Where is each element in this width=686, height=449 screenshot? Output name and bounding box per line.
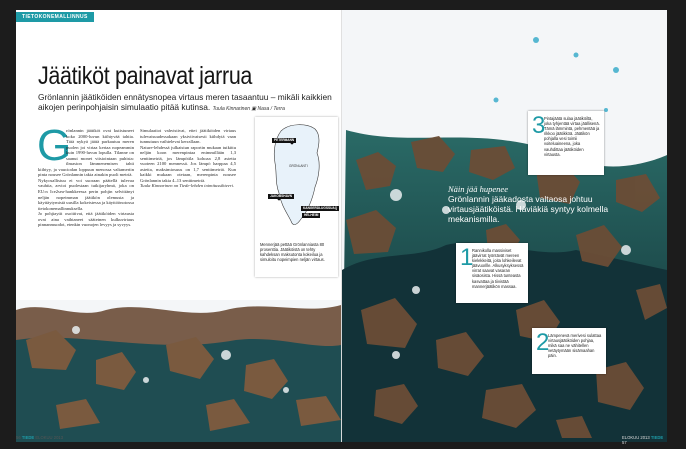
page-number: 56 bbox=[16, 435, 21, 440]
body-paragraph: Nature-lehdessä julkaistun raportin mukaan tutkittu neljän koon merenpintaa enimmillään 1,3 senttimetriä, jos lämpötila kohoaa 2,8 astetta vuoteen 2100 mennessä. Jos lämpö harppaa 4,5 astetta, maksimiosuus on 1,7 senttimetriä. Kun kaikki mukaan otetaan, merenpinta nousee Grönlannin takia 4–13 senttimetriä. bbox=[140, 144, 236, 183]
image-source: Nasa / Terra bbox=[257, 106, 285, 112]
folio-left bbox=[16, 435, 63, 440]
body-paragraph: Nykyosallistuu ei voi suoraan päätellä tulevaa vauhtia, arvioi puolestaan tutkijaryhmä, joka on EU:n Ice2sea-hankkeessa perin pohjin selvittänyt neljän nopeimman jäätikön olemusta ja käyttäytymistä uusilla kokeistessa ja käyttöönotossa tietokonemallinnuksella. bbox=[38, 177, 134, 211]
section-tag: TIETOKONEMALLINNUS bbox=[16, 12, 94, 22]
magazine-spread bbox=[16, 10, 667, 445]
page-number: 57 bbox=[622, 440, 627, 445]
issue-date: ELOKUU 2013 bbox=[622, 435, 650, 440]
body-paragraph: Simulaatiot vahvistivat, ettei jäätiköiden virtaus tulevaisuudessakaan yksiviivaisesti kiihdytä vaan tunnutuun vaihtelevat kerrallaan. bbox=[140, 128, 236, 145]
callout-text: Rannikolla massiviset jäävirrat työntävät mereen kielekkeitä, joita lohkeilevat jäävuorille. Alkusyksyksessä virrat saavat vasaran sisäosista. Hissä tunteasta kasvattaa ja tiivistää mannerjäätikön massaa. bbox=[472, 248, 524, 289]
pull-quote-text: Grönlannin jääkadosta valtaosa johtuu virtausjäätiköistä. Häviäkiä syntyy kolmella mekanismilla. bbox=[448, 194, 609, 224]
callout-number: 3 bbox=[532, 112, 546, 139]
map-label-helheim: HELHEIM bbox=[304, 213, 319, 217]
callout-text: Lämpenevä merivesi sulattaa virtausjäätiköiden pohjaa, mikä saa ne vähitellen vetäytymään sisämaahan päin. bbox=[548, 333, 602, 359]
callout-number: 2 bbox=[536, 329, 550, 356]
brand-name: TIEDE bbox=[21, 435, 35, 440]
pull-quote-label: Näin jää hupenee bbox=[448, 184, 508, 194]
drop-cap: G bbox=[37, 121, 72, 170]
greenland-map bbox=[255, 117, 338, 242]
author-note: Tuula Kinnarinen on Tiede-lehden toimitussihteeri. bbox=[140, 183, 235, 189]
byline bbox=[213, 106, 285, 112]
camera-icon: ▣ bbox=[251, 106, 257, 112]
body-column-1 bbox=[37, 121, 134, 228]
map-caption: Mennerjää pettää Grönlanniasta 80 prosenttia. Jäätiköistä on tehty kahdeksan maksutonta kokeilua ja simuloitu nopeimpien neljän virtaus. bbox=[260, 242, 325, 262]
author-name: Tuula Kinnarinen bbox=[212, 106, 251, 112]
callout-text: Pintajäätä sulaa jäätiköiltä, joka tyhjentää virtaa jäällisenä. Tämä lämmintä, pehmentää ja rikkoo jäätikköä. Jäätikön pohjalla vesi toimii voiteluaineena, joka vauhdittaa jäätiköiden virtausta. bbox=[544, 116, 600, 157]
lead-paragraph bbox=[38, 92, 338, 114]
map-label-petermann: PETERMANN bbox=[274, 138, 295, 142]
folio-right bbox=[622, 435, 667, 445]
lead-text: Grönlannin jäätiköiden ennätysnopea virtaus meren tasaantuu – mikäli kaikkien aikojen perinpohjaisin simulaatio pitää kutinsa. bbox=[38, 92, 332, 112]
headline: Jäätiköt painavat jarrua bbox=[38, 62, 253, 90]
page-spine bbox=[341, 10, 342, 442]
map-label-jakobshavn: JAKOBSHAVN bbox=[270, 194, 293, 198]
brand-name: TIEDE bbox=[650, 435, 664, 440]
callout-2 bbox=[532, 328, 606, 374]
body-column-2 bbox=[140, 128, 236, 189]
map-label-kangerdlugssuaq: KANGERDLUGSSUAQ bbox=[303, 206, 338, 210]
body-paragraph: Jo pohjiaytit osoittivat, että jäätiköiden virtausta ovat aina vaihtaneet sääteinen kulkuvirtaus pinnanmuodot, etenkin vuonojen levyys ja syvyys. bbox=[38, 211, 134, 228]
callout-number: 1 bbox=[460, 244, 474, 271]
pull-quote bbox=[448, 184, 614, 224]
body-intro: rönlannin jäätiköt ovat kutistuneet koko 2000-luvun kiihtyvää tahtia. Tätä nykyä jäätä parkautuu meren puolen joi virtaa kertaa nopeammin kuin 1990-luvun lopulla. Tilanne on saanut monet viisiointaan puhista: ilmaston lämmenemisen tahti kiihtyy, ja vauciodan loppuun menossa valtameriin pinta nousee Grönlannin takia ainakin puoli metriä. bbox=[38, 128, 134, 178]
greenland-map-card bbox=[255, 117, 338, 277]
issue-date: ELOKUU 2013 bbox=[35, 435, 64, 440]
callout-3 bbox=[528, 111, 604, 175]
map-label-greenland: GRÖNLANTI bbox=[289, 164, 308, 168]
callout-1 bbox=[456, 243, 528, 303]
